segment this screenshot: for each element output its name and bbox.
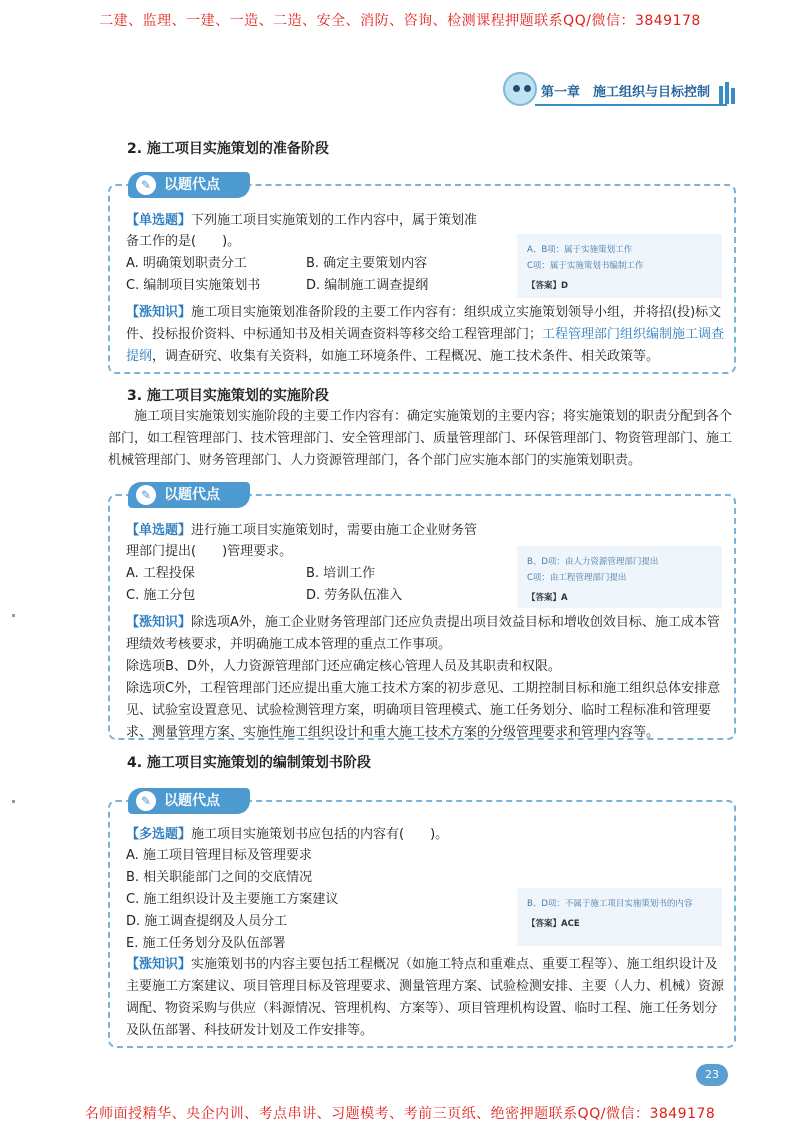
option-c: C. 施工分包	[126, 588, 196, 603]
answer: 【答案】A	[527, 593, 568, 603]
option-d: D. 施工调查提纲及人员分工	[126, 914, 288, 929]
answer-hint: B、D项：不属于施工项目实施策划书的内容 【答案】ACE	[517, 888, 722, 946]
question-text: 【多选题】施工项目实施策划书应包括的内容有( )。	[126, 827, 449, 842]
box-label: ✎ 以题代点	[128, 172, 250, 198]
knowledge-text: 【涨知识】除选项A外，施工企业财务管理部门还应负责提出项目效益目标和增收创效目标、施工成本管理绩效考核要求，并明确施工成本管理的重点工作事项。 除选项B、D外，人力资源管理部门还应确定核心管理人员及其职责和权限。 除选项C外，工程管理部门还应提出重大施工技术方案的初步意见、工期控制目标和施工组织总体安排意见、试验室设置意见、试验检测管理方案，明确项目管理模式、施工任务划分、临时工程标准和管理要求、测量管理方案、实施性施工组织设计和重大施工技术方案的分级管理要求和管理内容等。	[126, 615, 721, 740]
option-a: A. 施工项目管理目标及管理要求	[126, 848, 312, 863]
answer: 【答案】D	[527, 281, 569, 291]
question-box-1	[108, 177, 736, 374]
answer: 【答案】ACE	[527, 919, 580, 929]
answer-hint: A、B项：属于实施策划工作 C项：属于实施策划书编制工作 【答案】D	[517, 234, 722, 298]
books-icon	[719, 82, 737, 104]
page-number: 23	[696, 1064, 728, 1086]
section-3-paragraph: 施工项目实施策划实施阶段的主要工作内容有：确定实施策划的主要内容；将实施策划的职责分配到各个部门，如工程管理部门、技术管理部门、安全管理部门、质量管理部门、环保管理部门、物资管理部门、施工机械管理部门、财务管理部门、人力资源管理部门，各个部门应实施本部门的实施策划职责。	[108, 409, 733, 468]
answer-hint: B、D项：由人力资源管理部门提出 C项：由工程管理部门提出 【答案】A	[517, 546, 722, 608]
chapter-header	[495, 78, 740, 108]
question-box-3	[108, 793, 736, 1048]
option-b: B. 相关职能部门之间的交底情况	[126, 870, 313, 885]
pencil-icon: ✎	[136, 175, 156, 195]
option-c: C. 编制项目实施策划书	[126, 278, 261, 293]
knowledge-text: 【涨知识】施工项目实施策划准备阶段的主要工作内容有：组织成立实施策划领导小组，并将招(投)标文件、投标报价资料、中标通知书及相关调查资料等移交给工程管理部门；工程管理部门组织编制施工调查提纲，调查研究、收集有关资料，如施工环境条件、工程概况、施工技术条件、相关政策等。	[126, 305, 725, 364]
pencil-icon: ✎	[136, 791, 156, 811]
pencil-icon: ✎	[136, 485, 156, 505]
option-b: B. 培训工作	[306, 566, 376, 581]
option-c: C. 施工组织设计及主要施工方案建议	[126, 892, 339, 907]
section-4-title: 4. 施工项目实施策划的编制策划书阶段	[127, 755, 371, 771]
option-a: A. 明确策划职责分工	[126, 256, 247, 271]
option-d: D. 劳务队伍准入	[306, 588, 403, 603]
top-banner: 二建、监理、一建、一造、二造、安全、消防、咨询、检测课程押题联系QQ/微信：3849178	[99, 13, 701, 29]
section-3-title: 3. 施工项目实施策划的实施阶段	[127, 388, 329, 404]
question-text: 【单选题】下列施工项目实施策划的工作内容中，属于策划准 备工作的是( )。	[126, 213, 478, 249]
box-label: ✎ 以题代点	[128, 482, 250, 508]
section-2-title: 2. 施工项目实施策划的准备阶段	[127, 141, 329, 157]
option-b: B. 确定主要策划内容	[306, 256, 428, 271]
margin-mark	[12, 800, 15, 803]
option-a: A. 工程投保	[126, 566, 195, 581]
chapter-title: 第一章 施工组织与目标控制	[535, 84, 727, 106]
bottom-banner: 名师面授精华、央企内训、考点串讲、习题模考、考前三页纸、绝密押题联系QQ/微信：3849178	[84, 1106, 716, 1122]
option-e: E. 施工任务划分及队伍部署	[126, 936, 286, 951]
margin-mark	[12, 614, 15, 617]
box-label: ✎ 以题代点	[128, 788, 250, 814]
mascot-icon	[503, 72, 537, 106]
question-box-2	[108, 487, 736, 740]
question-text: 【单选题】进行施工项目实施策划时，需要由施工企业财务管 理部门提出( )管理要求。	[126, 523, 478, 559]
option-d: D. 编制施工调查提纲	[306, 278, 429, 293]
knowledge-text: 【涨知识】实施策划书的内容主要包括工程概况（如施工特点和重难点、重要工程等）、施工组织设计及主要施工方案建议、项目管理目标及管理要求、测量管理方案、试验检测安排、主要（人力、机械）资源调配、物资采购与供应（料源情况、管理机构、方案等）、项目管理机构设置、临时工程、施工任务划分及队伍部署、科技研发计划及工作安排等。	[126, 957, 725, 1038]
